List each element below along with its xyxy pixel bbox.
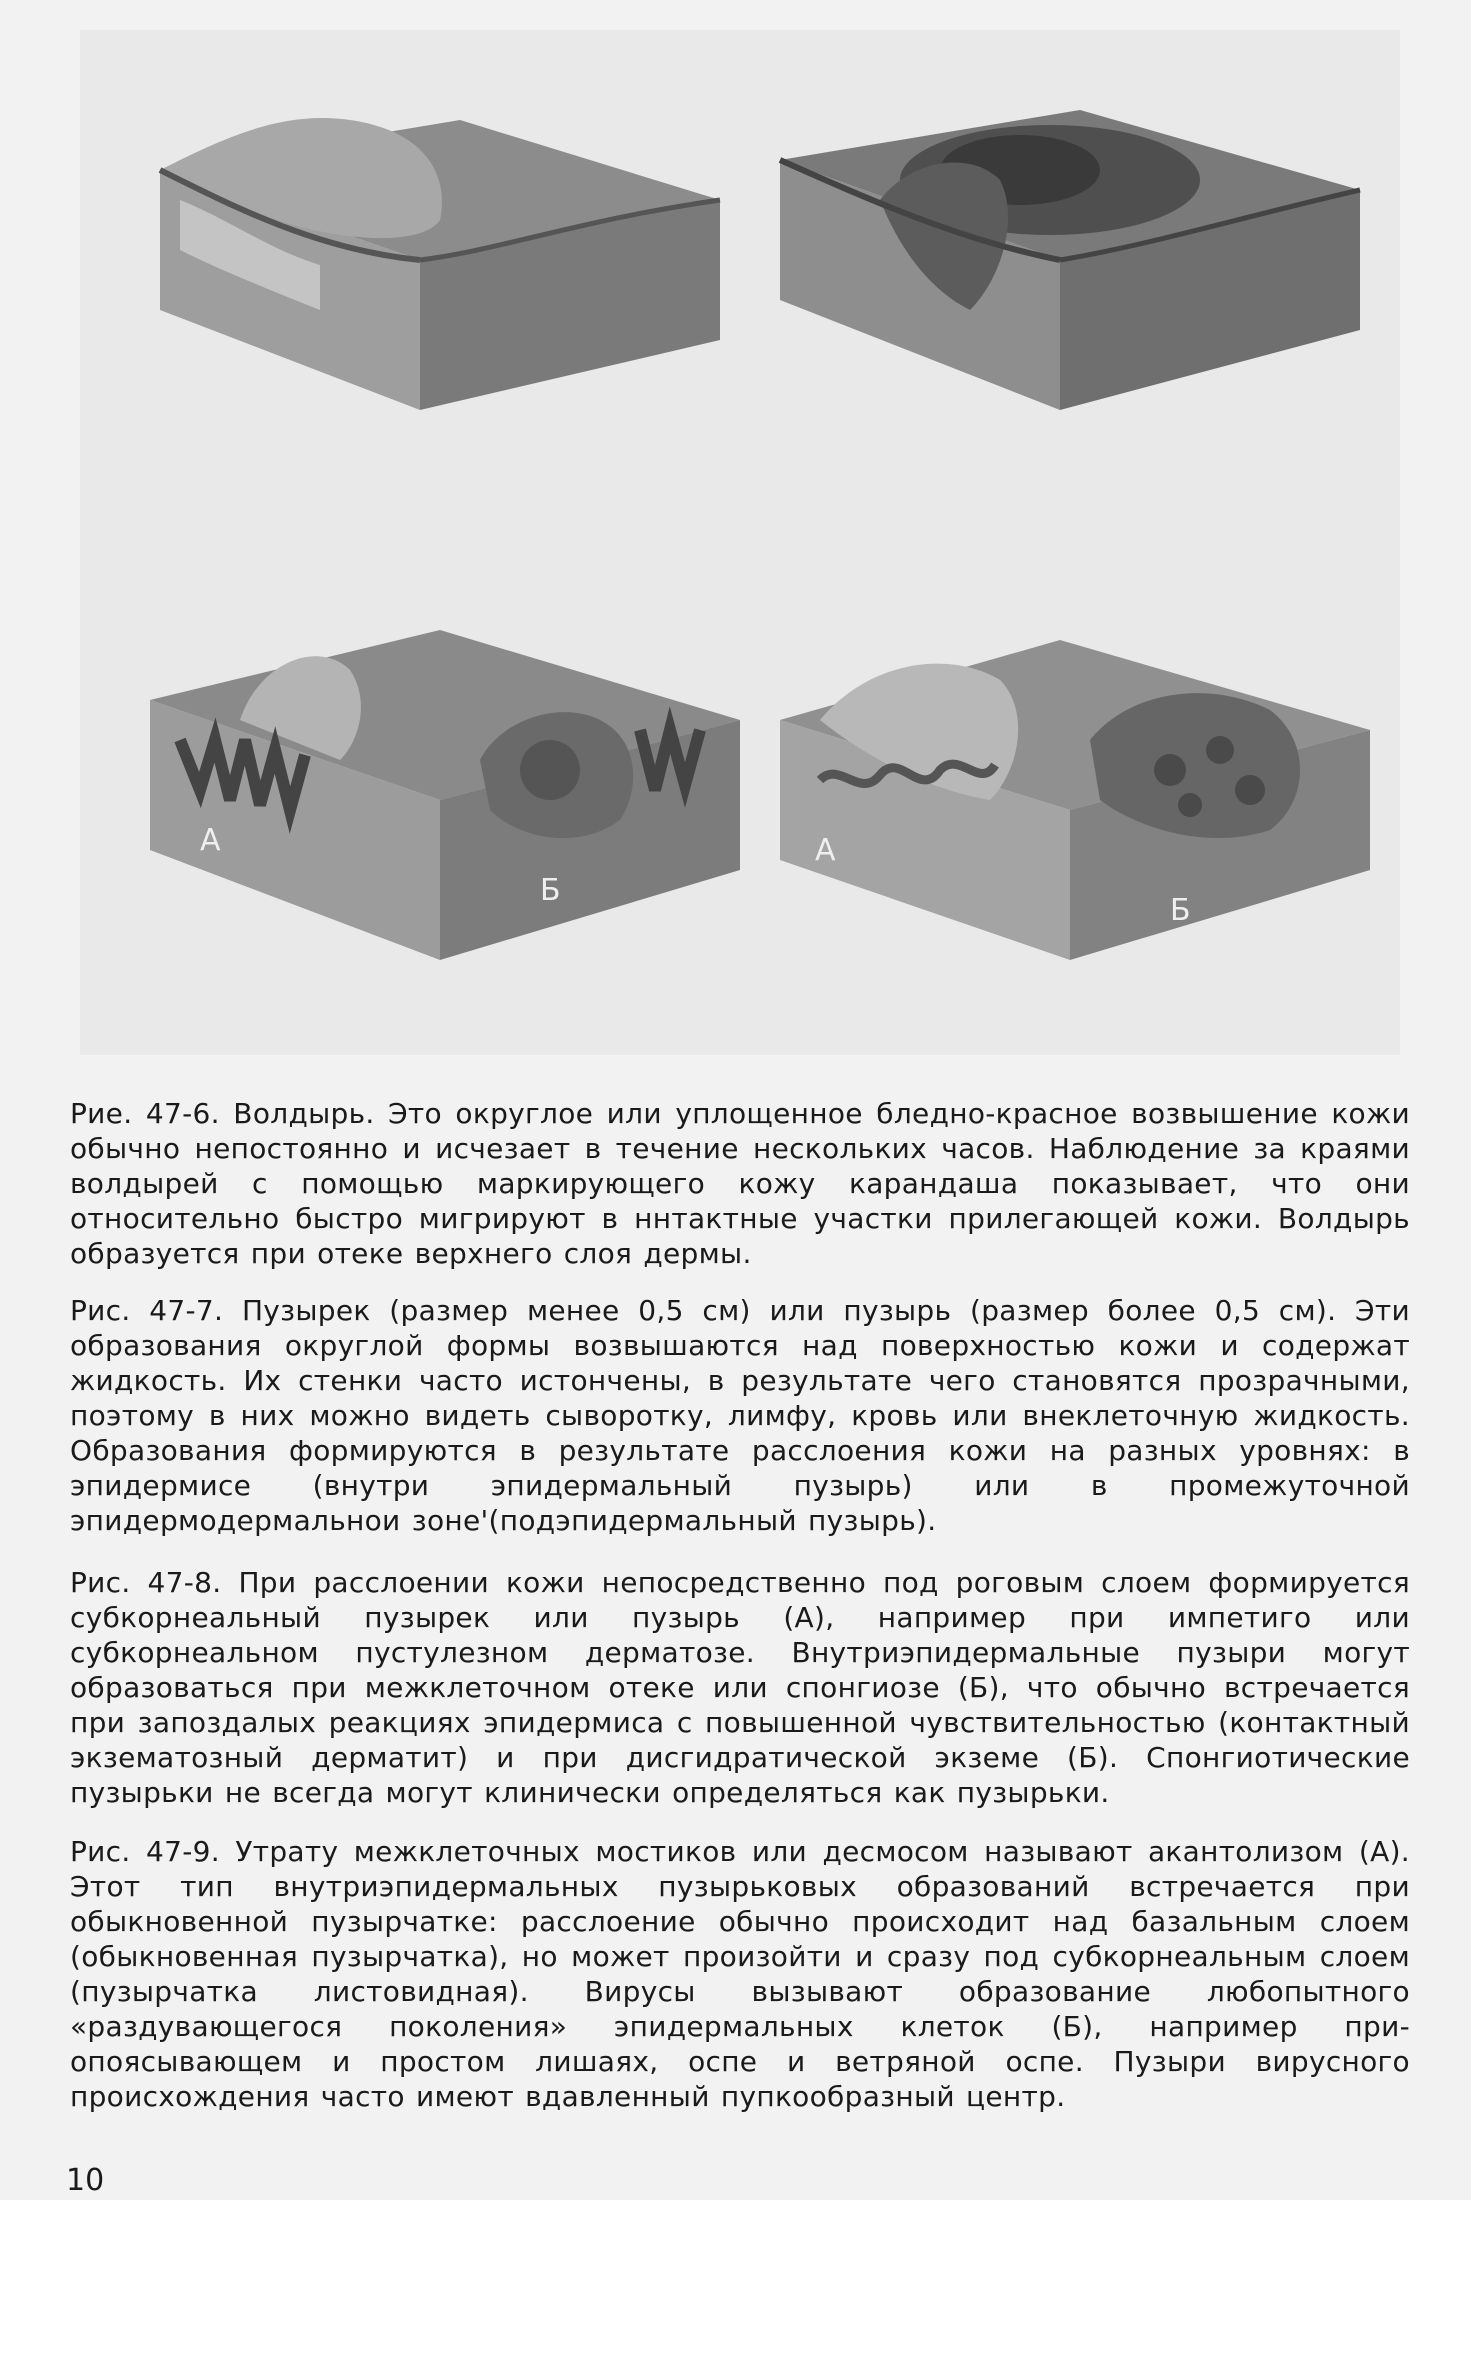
figure-47-6-wheal — [120, 50, 760, 530]
figure-47-9-acantholysis — [750, 590, 1390, 1070]
vesicle-skin-block — [750, 50, 1390, 530]
acantholysis-skin-block — [750, 590, 1390, 1070]
caption-47-6 — [70, 1096, 1410, 1271]
caption-47-8 — [70, 1565, 1410, 1810]
page-number: 10 — [66, 2163, 105, 2198]
caption-text: Рис. 47-9. Утрату межклеточных мостиков или десмосом называют акантолизом (А). Этот тип внутриэпидермальных пузырьковых образований встречается при обыкновенной пузырчатке: расслоение обычно происходит над базальным слоем (обыкновенная пузырчатка), но может произойти и сразу под субкорнеальным слоем (пузырчатка листовидная). Вирусы вызывают образование любопытного «раздувающегося поколения» эпидермальных клеток (Б), например при-опоясывающем и простом лишаях, оспе и ветряной оспе. Пузыри вирусного происхождения часто имеют вдавленный пупкообразный центр. — [70, 1835, 1410, 2113]
label-a: А — [815, 833, 836, 868]
label-b: Б — [1170, 893, 1191, 928]
caption-text: Рис. 47-8. При расслоении кожи непосредственно под роговым слоем формируется субкорнеальный пузырек или пузырь (А), например при импетиго или субкорнеальном пустулезном дерматозе. Внутриэпидермальные пузыри могут образоваться при межклеточном отеке или спонгиозе (Б), что обычно встречается при запоздалых реакциях эпидермиса с повышенной чувствительностью (контактный экзематозный дерматит) и при дисгидратической экземе (Б). Спонгиотические пузырьки не всегда могут клинически определяться как пузырьки. — [70, 1566, 1410, 1809]
label-a: А — [200, 823, 221, 858]
caption-text: Рис. 47-7. Пузырек (размер менее 0,5 см) или пузырь (размер более 0,5 см). Эти образования округлой формы возвышаются над поверхностью кожи и содержат жидкость. Их стенки часто истончены, в результате чего становятся прозрачными, поэтому в них можно видеть сыворотку, лимфу, кровь или внеклеточную жидкость. Образования формируются в результате расслоения кожи на разных уровнях: в эпидермисе (внутри эпидермальный пузырь) или в промежуточной эпидермодермальнои зоне'(подэпидермальный пузырь). — [70, 1294, 1410, 1537]
figure-47-7-vesicle — [750, 50, 1390, 530]
caption-47-9 — [70, 1834, 1410, 2114]
caption-47-7 — [70, 1293, 1410, 1538]
figure-47-8-subcorneal-spongiotic — [120, 590, 760, 1070]
illustration-panel — [80, 30, 1400, 1055]
caption-text: Рие. 47-6. Волдырь. Это округлое или уплощенное бледно-красное возвышение кожи обычно непостоянно и исчезает в течение нескольких часов. Наблюдение за краями волдырей с помощью маркирующего кожу карандаша показывает, что они относительно быстро мигрируют в ннтактные участки прилегающей кожи. Волдырь образуется при отеке верхнего слоя дермы. — [70, 1097, 1410, 1270]
spongiotic-skin-block — [120, 590, 760, 1070]
label-b: Б — [540, 873, 561, 908]
wheal-skin-block — [120, 50, 760, 530]
